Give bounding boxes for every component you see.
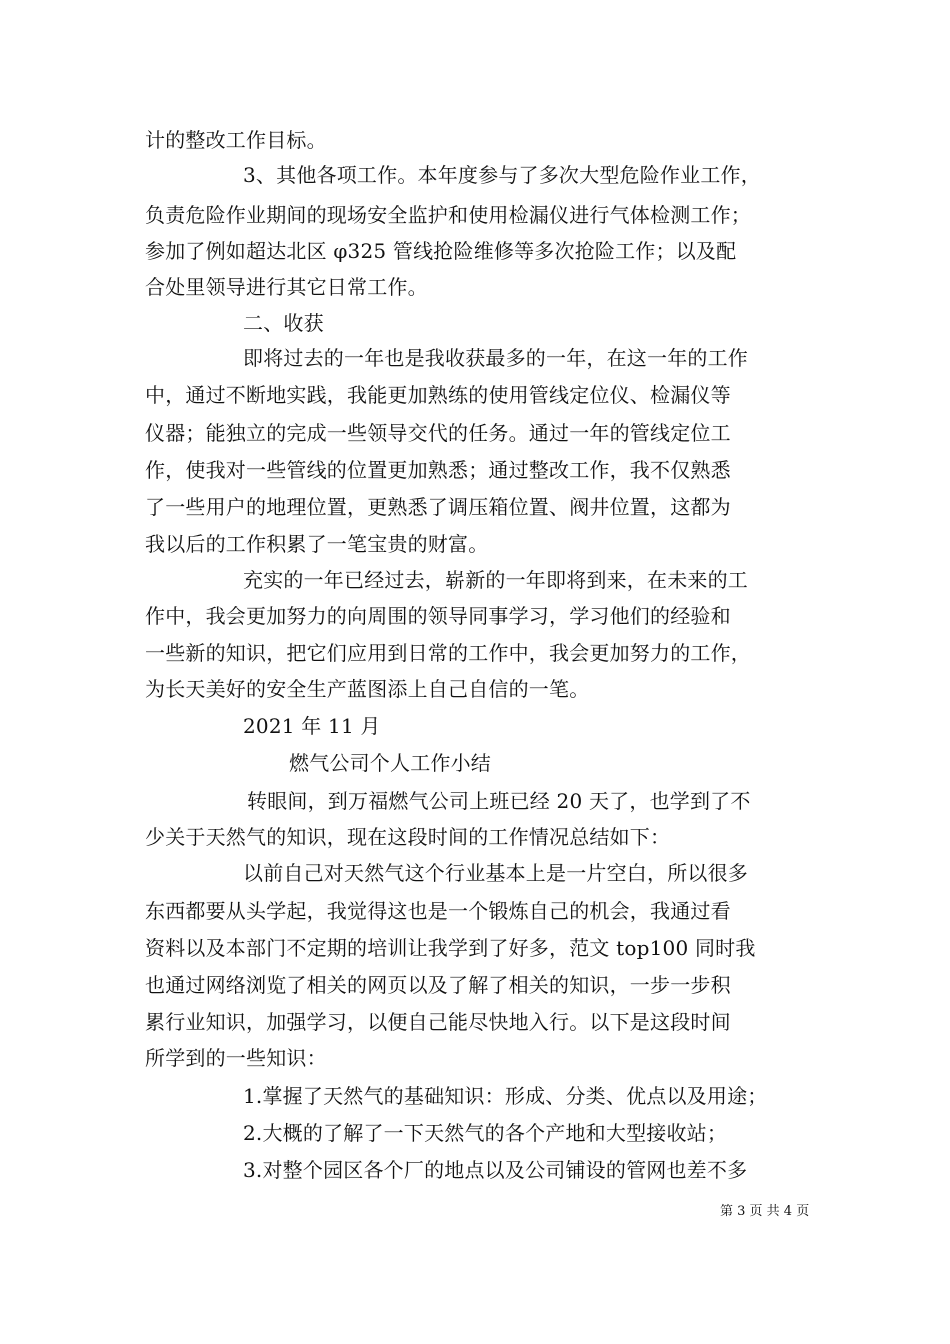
text-line: 所学到的一些知识： [145, 1046, 327, 1070]
text-line: 计的整改工作目标。 [145, 128, 327, 152]
text-line: 资料以及本部门不定期的培训让我学到了好多，范文 top100 同时我 [145, 936, 756, 960]
text-line: 了一些用户的地理位置，更熟悉了调压箱位置、阀井位置，这都为 [145, 495, 731, 519]
text-line: 为长天美好的安全生产蓝图添上自己自信的一笔。 [145, 677, 590, 701]
text-line: 我以后的工作积累了一笔宝贵的财富。 [145, 532, 489, 556]
text-line: 中，通过不断地实践，我能更加熟练的使用管线定位仪、检漏仪等 [145, 383, 731, 407]
text-line: 一些新的知识，把它们应用到日常的工作中，我会更加努力的工作， [145, 641, 751, 665]
section-heading: 二、收获 [243, 311, 324, 335]
date-line: 2021 年 11 月 [243, 714, 381, 738]
text-line: 3、其他各项工作。本年度参与了多次大型危险作业工作， [243, 163, 761, 187]
text-line: 作，使我对一些管线的位置更加熟悉；通过整改工作，我不仅熟悉 [145, 458, 731, 482]
text-line: 参加了例如超达北区 φ325 管线抢险维修等多次抢险工作；以及配 [145, 239, 737, 263]
text-line: 充实的一年已经过去，崭新的一年即将到来，在未来的工 [243, 568, 748, 592]
text-line: 少关于天然气的知识，现在这段时间的工作情况总结如下： [145, 825, 671, 849]
text-line: 也通过网络浏览了相关的网页以及了解了相关的知识，一步一步积 [145, 973, 731, 997]
text-line: 合处里领导进行其它日常工作。 [145, 275, 428, 299]
page-number-footer: 第 3 页 共 4 页 [720, 1204, 810, 1219]
list-item: 2.大概的了解了一下天然气的各个产地和大型接收站； [243, 1121, 728, 1145]
text-line: 累行业知识，加强学习，以便自己能尽快地入行。以下是这段时间 [145, 1010, 731, 1034]
text-line: 转眼间，到万福燃气公司上班已经 20 天了，也学到了不 [247, 789, 751, 813]
text-line: 以前自己对天然气这个行业基本上是一片空白，所以很多 [243, 861, 748, 885]
text-line: 仪器；能独立的完成一些领导交代的任务。通过一年的管线定位工 [145, 421, 731, 445]
text-line: 东西都要从头学起，我觉得这也是一个锻炼自己的机会，我通过看 [145, 899, 731, 923]
list-item: 3.对整个园区各个厂的地点以及公司铺设的管网也差不多 [243, 1158, 748, 1182]
text-line: 作中，我会更加努力的向周围的领导同事学习，学习他们的经验和 [145, 604, 731, 628]
list-item: 1.掌握了天然气的基础知识：形成、分类、优点以及用途； [243, 1084, 768, 1108]
document-title: 燃气公司个人工作小结 [289, 751, 491, 775]
text-line: 负责危险作业期间的现场安全监护和使用检漏仪进行气体检测工作； [145, 203, 751, 227]
text-line: 即将过去的一年也是我收获最多的一年，在这一年的工作 [243, 346, 748, 370]
